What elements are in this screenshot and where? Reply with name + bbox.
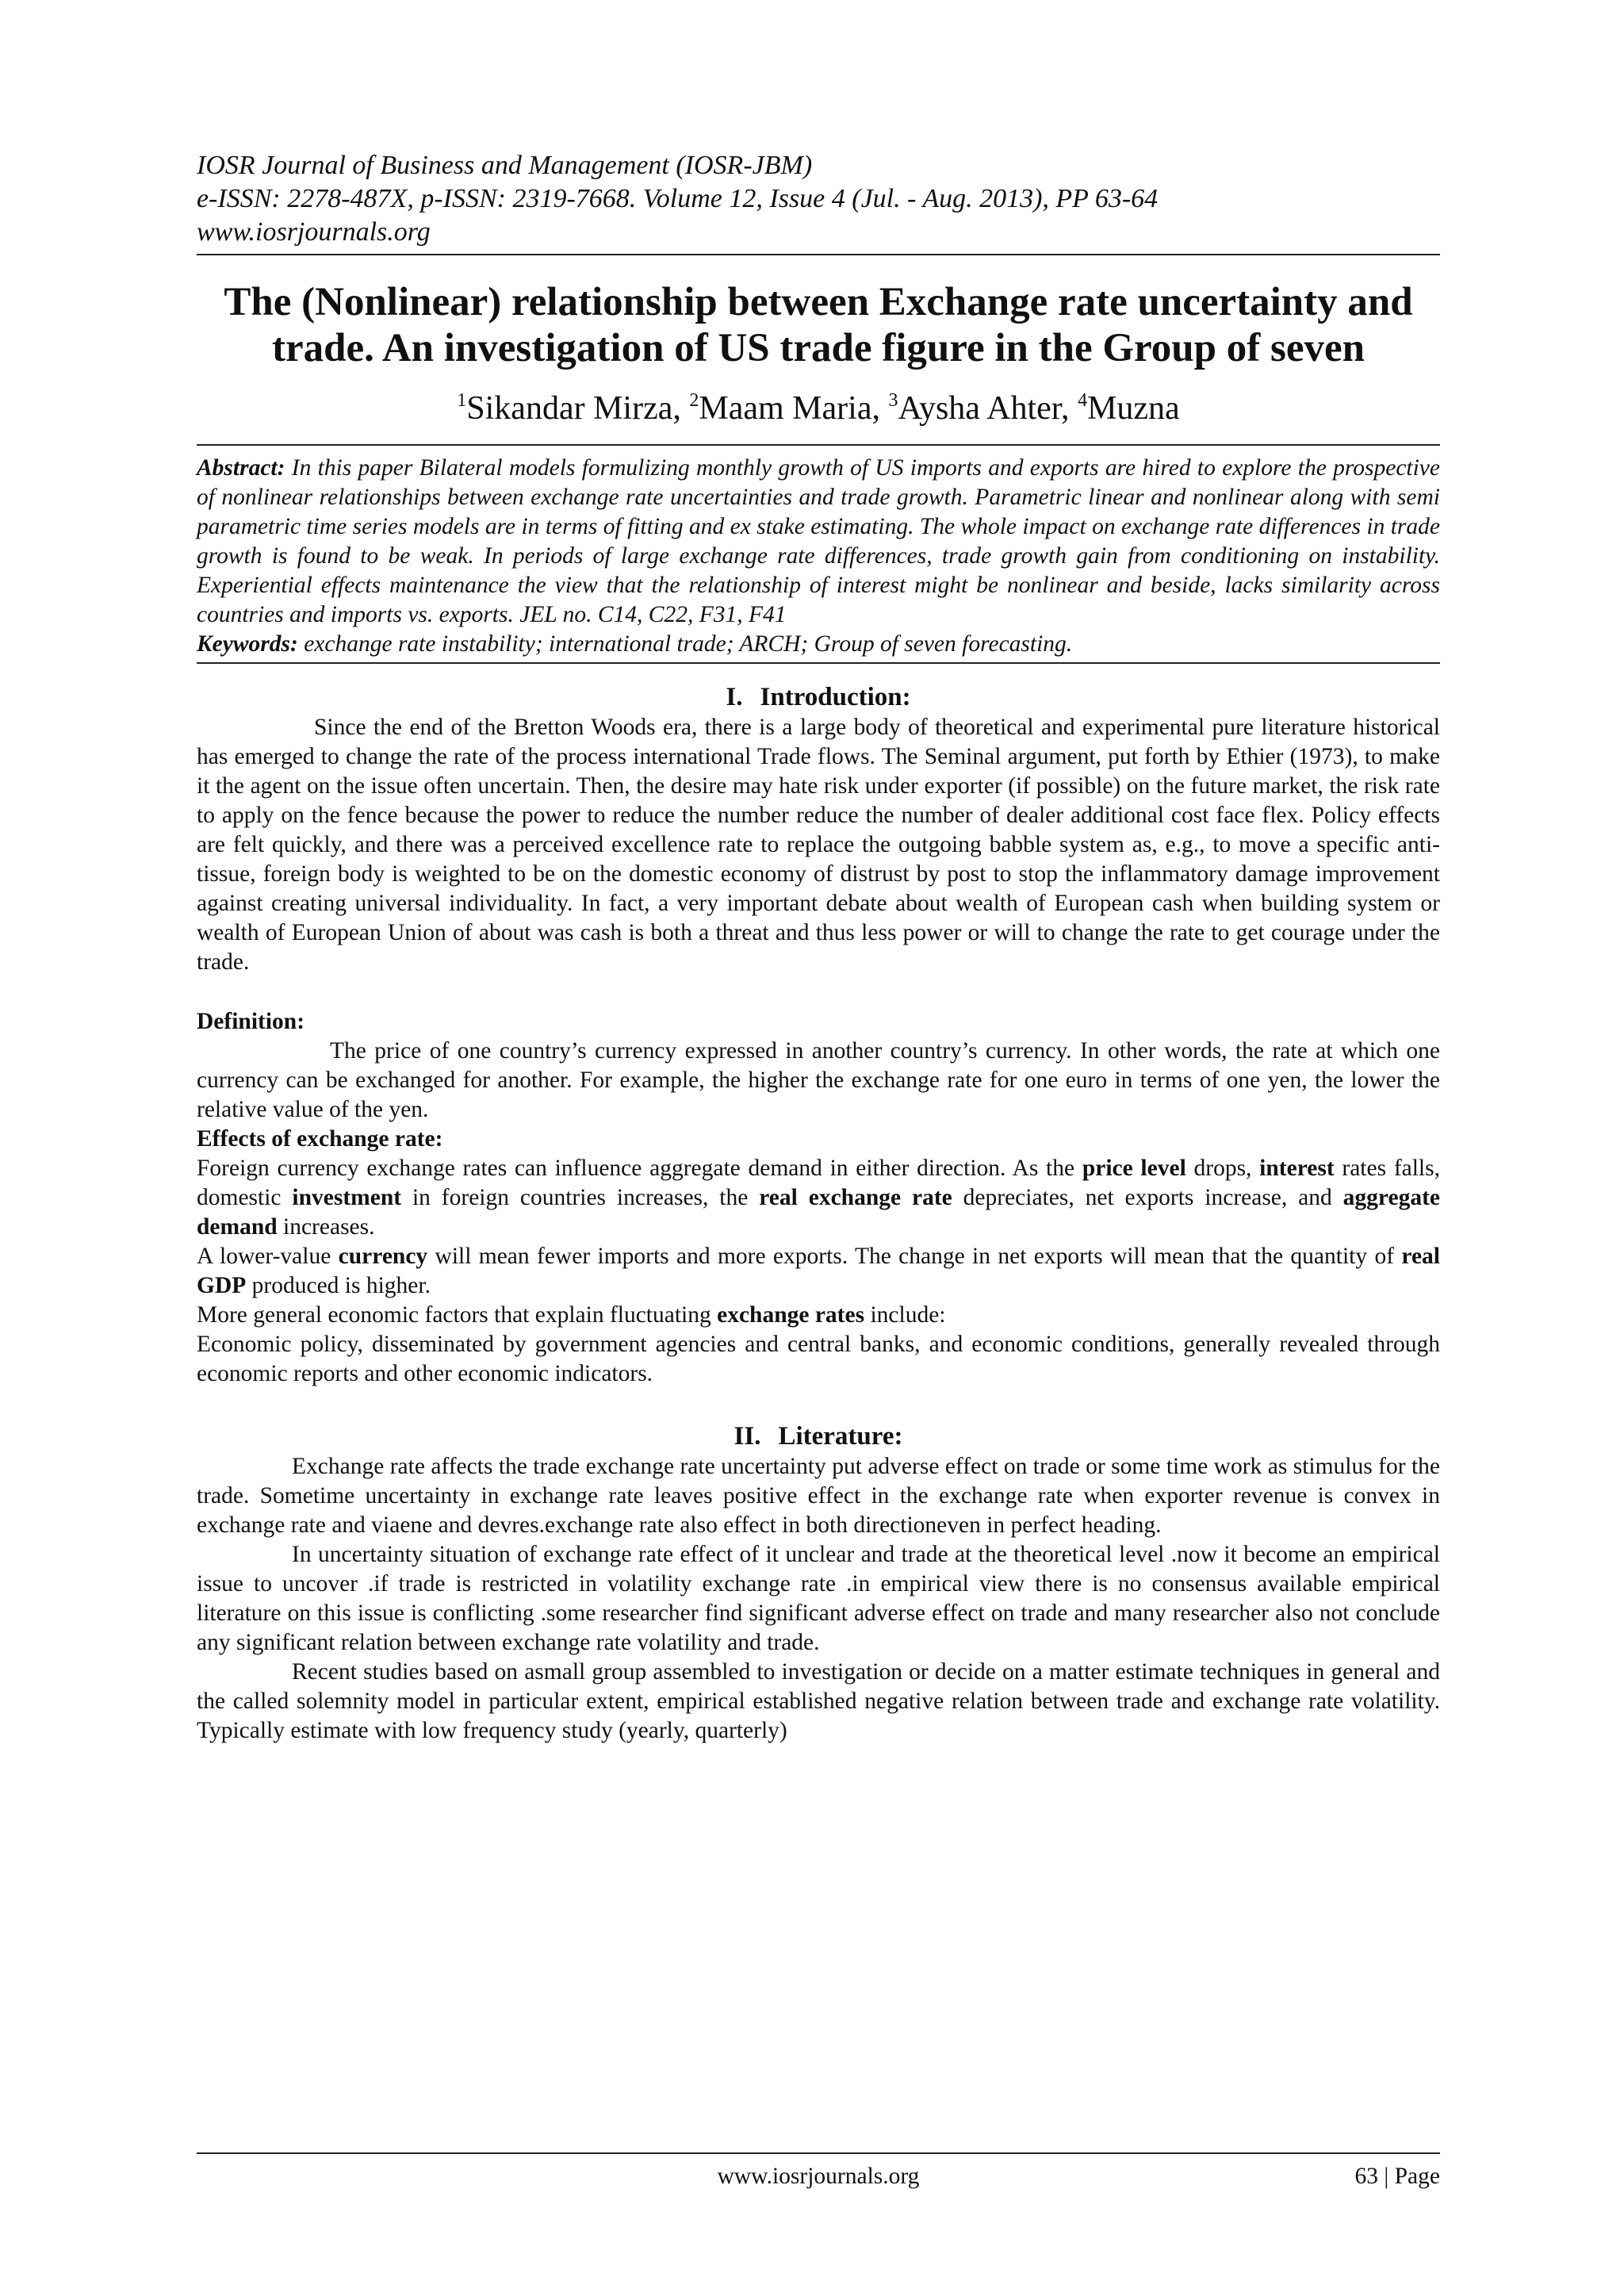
author-2-name: Maam Maria, bbox=[699, 390, 889, 427]
abstract bbox=[197, 446, 1440, 630]
author-3-affiliation: 3 bbox=[888, 390, 898, 411]
keywords bbox=[197, 630, 1440, 659]
emphasis: interest bbox=[1259, 1156, 1335, 1181]
emphasis: investment bbox=[292, 1185, 402, 1210]
emphasis: exchange rates bbox=[717, 1302, 865, 1328]
effects-paragraph-4: Economic policy, disseminated by government agencies and central banks, and economic conditions, generally revealed through economic reports and other economic indicators. bbox=[197, 1332, 1440, 1386]
author-list bbox=[197, 389, 1440, 428]
effects-paragraph-3 bbox=[197, 1301, 1440, 1330]
literature-paragraph-3: Recent studies based on asmall group assembled to investigation or decide on a matter estimate techniques in general and the called solemnity model in particular extent, empirical established negative relation between trade and exchange rate volatility. Typically estimate with low frequency study (yearly, quarterly) bbox=[197, 1659, 1440, 1743]
footer-website: www.iosrjournals.org bbox=[717, 2164, 920, 2189]
text-run: Foreign currency exchange rates can influence aggregate demand in either direction. As the bbox=[197, 1156, 1082, 1181]
section-title: Literature: bbox=[778, 1422, 903, 1451]
paper-title: The (Nonlinear) relationship between Exchange rate uncertainty and trade. An investigation of US trade figure in the Group of seven bbox=[224, 280, 1413, 370]
keywords-text: exchange rate instability; international trade; ARCH; Group of seven forecasting. bbox=[297, 631, 1073, 657]
abstract-text: In this paper Bilateral models formulizing monthly growth of US imports and exports are hired to explore the prospective of nonlinear relationships between exchange rate uncertainties and trade growth. Parametric linear and nonlinear along with semi parametric time series models are in terms of fitting and ex stake estimating. The whole impact on exchange rate differences in trade growth is found to be weak. In periods of large exchange rate differences, trade growth gain from conditioning on instability. Experiential effects maintenance the view that the relationship of interest might be nonlinear and beside, lacks similarity across countries and imports vs. exports. JEL no. C14, C22, F31, F41 bbox=[197, 455, 1440, 627]
spacer bbox=[197, 977, 1440, 1007]
journal-issn: e-ISSN: 2278-487X, p-ISSN: 2319-7668. Volume 12, Issue 4 (Jul. - Aug. 2013), PP 63-64 bbox=[197, 184, 1159, 213]
section-number: II. bbox=[733, 1422, 761, 1451]
header-rule bbox=[197, 254, 1440, 255]
emphasis: real GDP bbox=[197, 1244, 1440, 1298]
page-footer bbox=[197, 2152, 1440, 2189]
author-1-affiliation: 1 bbox=[457, 390, 467, 411]
section-literature-heading bbox=[197, 1420, 1440, 1452]
abstract-label: Abstract: bbox=[197, 455, 285, 481]
text-run: will mean fewer imports and more exports. The change in net exports will mean that the quantity of bbox=[427, 1244, 1402, 1269]
section-title: Introduction: bbox=[760, 683, 911, 711]
definition-paragraph: The price of one country’s currency expressed in another country’s currency. In other words, the rate at which one currency can be exchanged for another. For example, the higher the exchange rate for one euro in terms of one yen, the lower the relative value of the yen. bbox=[197, 1038, 1440, 1122]
author-4-affiliation: 4 bbox=[1078, 390, 1088, 411]
section-number: I. bbox=[726, 683, 743, 711]
literature-paragraph-1: Exchange rate affects the trade exchange rate uncertainty put adverse effect on trade or some time work as stimulus for the trade. Sometime uncertainty in exchange rate leaves positive effect in the exchange rate when exporter revenue is convex in exchange rate and viaene and devres.exchange rate also effect in both directioneven in perfect heading. bbox=[197, 1454, 1440, 1538]
text-run: More general economic factors that explain fluctuating bbox=[197, 1302, 718, 1328]
effects-heading: Effects of exchange rate: bbox=[197, 1126, 443, 1152]
text-run: A lower-value bbox=[197, 1244, 339, 1269]
author-2-affiliation: 2 bbox=[689, 390, 699, 411]
effects-paragraph-1 bbox=[197, 1154, 1440, 1242]
abstract-bottom-rule bbox=[197, 662, 1440, 664]
author-4-name: Muzna bbox=[1087, 390, 1180, 427]
text-run: in foreign countries increases, the bbox=[401, 1185, 760, 1210]
page-body bbox=[197, 149, 1440, 1746]
text-run: rates falls, domestic bbox=[197, 1156, 1440, 1210]
author-1-name: Sikandar Mirza, bbox=[466, 390, 690, 427]
page-number: 63 | Page bbox=[1354, 2164, 1440, 2189]
text-run: depreciates, net exports increase, and bbox=[952, 1185, 1343, 1210]
intro-paragraph: Since the end of the Bretton Woods era, there is a large body of theoretical and experimental pure literature historical has emerged to change the rate of the process international Trade flows. The Seminal argument, put forth by Ethier (1973), to make it the agent on the issue often uncertain. Then, the desire may hate risk under exporter (if possible) on the future market, the risk rate to apply on the fence because the power to reduce the number reduce the number of dealer additional cost face flex. Policy effects are felt quickly, and there was a perceived excellence rate to replace the outgoing babble system as, e.g., to move a specific anti-tissue, foreign body is weighted to be on the domestic economy of distrust by post to stop the inflammatory damage improvement against creating universal individuality. In fact, a very important debate about wealth of European cash when building system or wealth of European Union of about was cash is both a threat and thus less power or will to change the rate to get courage under the trade. bbox=[197, 715, 1440, 975]
emphasis: price level bbox=[1082, 1156, 1186, 1181]
journal-website: www.iosrjournals.org bbox=[197, 217, 431, 247]
text-run: drops, bbox=[1185, 1156, 1260, 1181]
effects-paragraph-2 bbox=[197, 1242, 1440, 1301]
definition-heading: Definition: bbox=[197, 1009, 305, 1034]
emphasis: aggregate demand bbox=[197, 1185, 1440, 1240]
journal-name: IOSR Journal of Business and Management (IOSR-JBM) bbox=[197, 151, 813, 180]
section-introduction-heading bbox=[197, 681, 1440, 713]
text-run: produced is higher. bbox=[246, 1273, 431, 1298]
text-run: include: bbox=[864, 1302, 946, 1328]
text-run: increases. bbox=[277, 1214, 375, 1240]
keywords-label: Keywords: bbox=[197, 631, 298, 657]
author-3-name: Aysha Ahter, bbox=[898, 390, 1078, 427]
literature-paragraph-2: In uncertainty situation of exchange rate effect of it unclear and trade at the theoretical level .now it become an empirical issue to uncover .if trade is restricted in volatility exchange rate .in empirical view there is no consensus available empirical literature on this issue is conflicting .some researcher find significant adverse effect on trade and many researcher also not conclude any significant relation between exchange rate volatility and trade. bbox=[197, 1542, 1440, 1655]
journal-header bbox=[197, 149, 1440, 249]
emphasis: currency bbox=[338, 1244, 428, 1269]
emphasis: real exchange rate bbox=[759, 1185, 952, 1210]
